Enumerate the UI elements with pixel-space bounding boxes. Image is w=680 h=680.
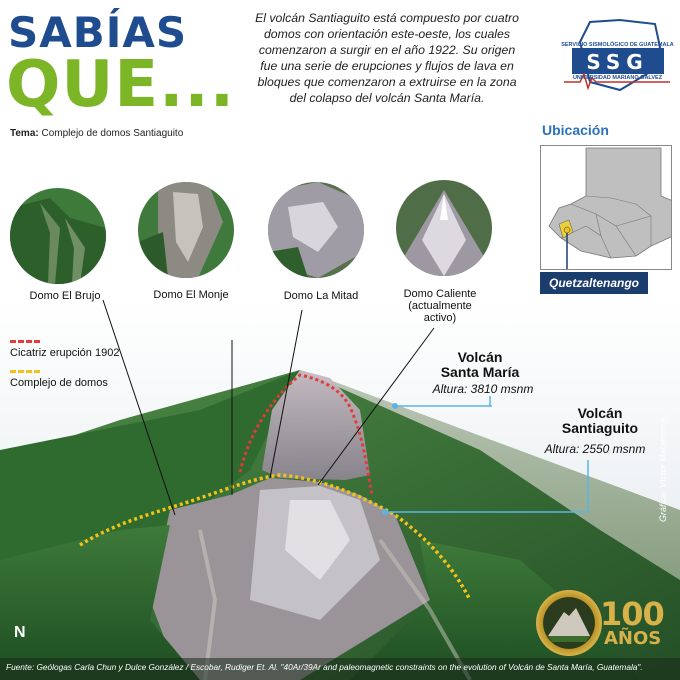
anniversary-number: 100 [600, 595, 664, 633]
volcano-santiaguito-line1: Volcán [577, 405, 623, 421]
tema-value: Complejo de domos Santiaguito [41, 128, 184, 139]
volcano-santiaguito-altitude: Altura: 2550 msnm [544, 442, 646, 456]
dome-caliente-note: (actualmente activo) [408, 300, 472, 324]
dome-photo-el-brujo [10, 188, 106, 284]
volcano-santa-maria-line2: Santa María [440, 364, 520, 380]
el-brujo-image [10, 188, 106, 284]
volcano-santa-maria-name [420, 350, 540, 380]
logo-org-top: SERVICIO SISMOLÓGICO DE GUATEMALA [561, 42, 674, 48]
caliente-image [396, 180, 492, 276]
mountain-badge-icon [536, 590, 602, 656]
tema-line [10, 128, 183, 139]
region-label: Quetzaltenango [540, 272, 648, 294]
logo-letters: SSG [586, 50, 649, 74]
legend-swatch-domes [10, 370, 40, 373]
title-line1: SABÍAS [8, 8, 188, 57]
legend-label-domes: Complejo de domos [10, 377, 108, 389]
logo-org-bottom: UNIVERSIDAD MARIANO GÁLVEZ [572, 75, 663, 81]
dome-label-caliente [392, 288, 488, 324]
graphic-credit: Gráfica: Víctor Matamoros. [658, 414, 668, 522]
source-citation: Fuente: Geólogas Carla Chun y Dulce González / Escobar, Rudiger Et. Al. "40Ar/39Ar and paleomagnetic constraints on the evolution of Volcán de Santa María, Guatemala". [6, 662, 643, 672]
volcano-santa-maria-line1: Volcán [457, 349, 503, 365]
el-monje-image [138, 182, 234, 278]
location-title: Ubicación [542, 122, 609, 138]
guatemala-map-icon [541, 146, 672, 270]
volcano-santiaguito-name [540, 406, 660, 436]
dome-label-la-mitad: Domo La Mitad [283, 290, 359, 302]
volcano-santiaguito-line2: Santiaguito [561, 420, 639, 436]
anniversary-word: AÑOS [604, 628, 662, 649]
anniversary-badge-icon [536, 590, 602, 656]
north-letter: N [14, 624, 26, 641]
dome-photo-el-monje [138, 182, 234, 278]
dome-caliente-name: Domo Caliente [403, 288, 477, 300]
north-arrow-icon [14, 624, 26, 642]
legend-label-scar: Cicatriz erupción 1902 [10, 347, 120, 359]
location-map [540, 145, 672, 270]
intro-paragraph: El volcán Santiaguito está compuesto por cuatro domos con orientación este-oeste, los cuales comenzaron a surgir en el año 1922. Su origen fue una serie de erupciones y flujos de lava en bloques que comenzaron a extruirse en la zona del colapso del volcán Santa María. [255, 11, 519, 105]
dome-photo-la-mitad [268, 182, 364, 278]
dome-label-el-brujo: Domo El Brujo [29, 290, 101, 302]
ssg-logo [560, 12, 675, 97]
tema-label: Tema: [10, 128, 39, 139]
legend-swatch-scar [10, 340, 40, 343]
title-line2: QUE... [6, 48, 236, 122]
volcano-santa-maria-altitude: Altura: 3810 msnm [432, 382, 534, 396]
dome-photo-caliente [396, 180, 492, 276]
dome-label-el-monje: Domo El Monje [153, 289, 229, 301]
la-mitad-image [268, 182, 364, 278]
